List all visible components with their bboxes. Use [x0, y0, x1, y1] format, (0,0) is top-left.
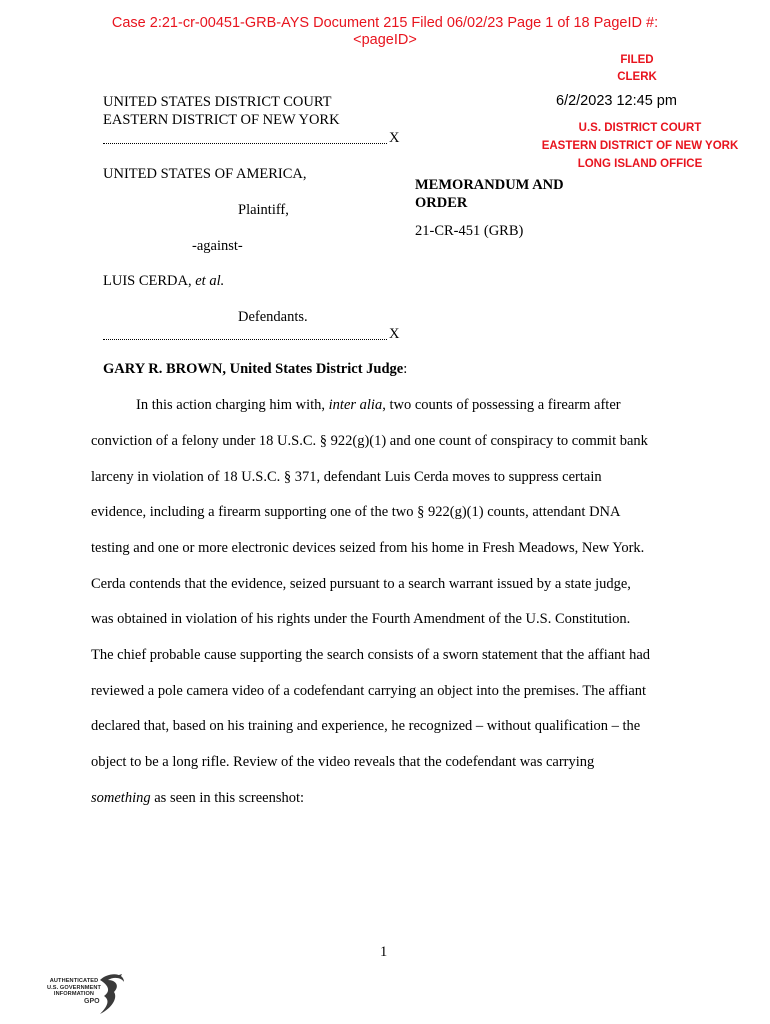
judge-colon: :: [403, 361, 408, 377]
body-text: as seen in this screenshot:: [150, 790, 305, 806]
court-stamp-line: LONG ISLAND OFFICE: [577, 158, 703, 170]
filed-datetime: 6/2/2023 12:45 pm: [556, 93, 677, 109]
body-line: The chief probable cause supporting the search consists of a sworn statement that the affiant had: [91, 647, 651, 663]
caption-divider-bottom: [103, 339, 387, 340]
gpo-authenticated-logo: [44, 972, 134, 1018]
body-line: object to be a long rifle. Review of the video reveals that the codefendant was carrying: [91, 754, 595, 770]
body-italic: inter alia: [328, 397, 383, 413]
body-text: In this action charging him with,: [136, 397, 329, 413]
defendant-name-text: LUIS CERDA,: [103, 273, 196, 289]
court-stamp: [530, 119, 750, 173]
court-district: EASTERN DISTRICT OF NEW YORK: [103, 112, 340, 128]
caption-x-bottom: X: [389, 326, 400, 342]
body-line: evidence, including a firearm supporting one of the two § 922(g)(1) counts, attendant DNA: [91, 504, 621, 520]
body-line: conviction of a felony under 18 U.S.C. § 922(g)(1) and one count of conspiracy to commit bank: [91, 433, 648, 449]
judge-name: GARY R. BROWN, United States District Judge: [103, 361, 404, 377]
eagle-icon: [94, 972, 128, 1016]
page-number: 1: [380, 944, 388, 960]
page-id-line: <pageID>: [353, 32, 417, 48]
logo-text: INFORMATION: [53, 991, 95, 997]
case-header-line: Case 2:21-cr-00451-GRB-AYS Document 215 Filed 06/02/23 Page 1 of 18 PageID #:: [111, 15, 659, 31]
body-line: testing and one or more electronic devices seized from his home in Fresh Meadows, New York.: [91, 540, 645, 556]
body-line: reviewed a pole camera video of a codefendant carrying an object into the premises. The affiant: [91, 683, 647, 699]
court-stamp-line: U.S. DISTRICT COURT: [578, 122, 702, 134]
document-title-2: ORDER: [415, 195, 468, 211]
defendant-name: [103, 273, 224, 290]
caption-x-top: X: [389, 130, 400, 146]
document-title: MEMORANDUM AND: [415, 177, 564, 193]
body-line: [136, 397, 621, 414]
clerk-label: CLERK: [617, 71, 657, 83]
caption-divider-top: [103, 143, 387, 144]
body-line: was obtained in violation of his rights under the Fourth Amendment of the U.S. Constitution.: [91, 611, 631, 627]
logo-text: AUTHENTICATED: [49, 978, 99, 984]
plaintiff-label: Plaintiff,: [238, 202, 289, 218]
body-text: , two counts of possessing a firearm after: [382, 397, 621, 413]
plaintiff-name: UNITED STATES OF AMERICA,: [103, 166, 307, 182]
body-italic: something: [91, 790, 151, 806]
defendant-label: Defendants.: [238, 309, 308, 325]
judge-line: [103, 361, 407, 378]
logo-text: U.S. GOVERNMENT: [46, 984, 102, 991]
court-stamp-line: EASTERN DISTRICT OF NEW YORK: [541, 140, 739, 152]
body-line: larceny in violation of 18 U.S.C. § 371, defendant Luis Cerda moves to suppress certain: [91, 469, 602, 485]
body-line: declared that, based on his training and experience, he recognized – without qualification – the: [91, 718, 641, 734]
body-line: [91, 790, 304, 807]
court-name: UNITED STATES DISTRICT COURT: [103, 94, 332, 110]
against-label: -against-: [192, 238, 243, 254]
filed-label: FILED: [620, 54, 654, 66]
et-al: et al.: [195, 273, 225, 289]
filed-stamp: [612, 52, 662, 86]
logo-gpo: GPO: [84, 998, 100, 1005]
case-number: 21-CR-451 (GRB): [415, 223, 524, 239]
body-line: Cerda contends that the evidence, seized pursuant to a search warrant issued by a state judge,: [91, 576, 631, 592]
